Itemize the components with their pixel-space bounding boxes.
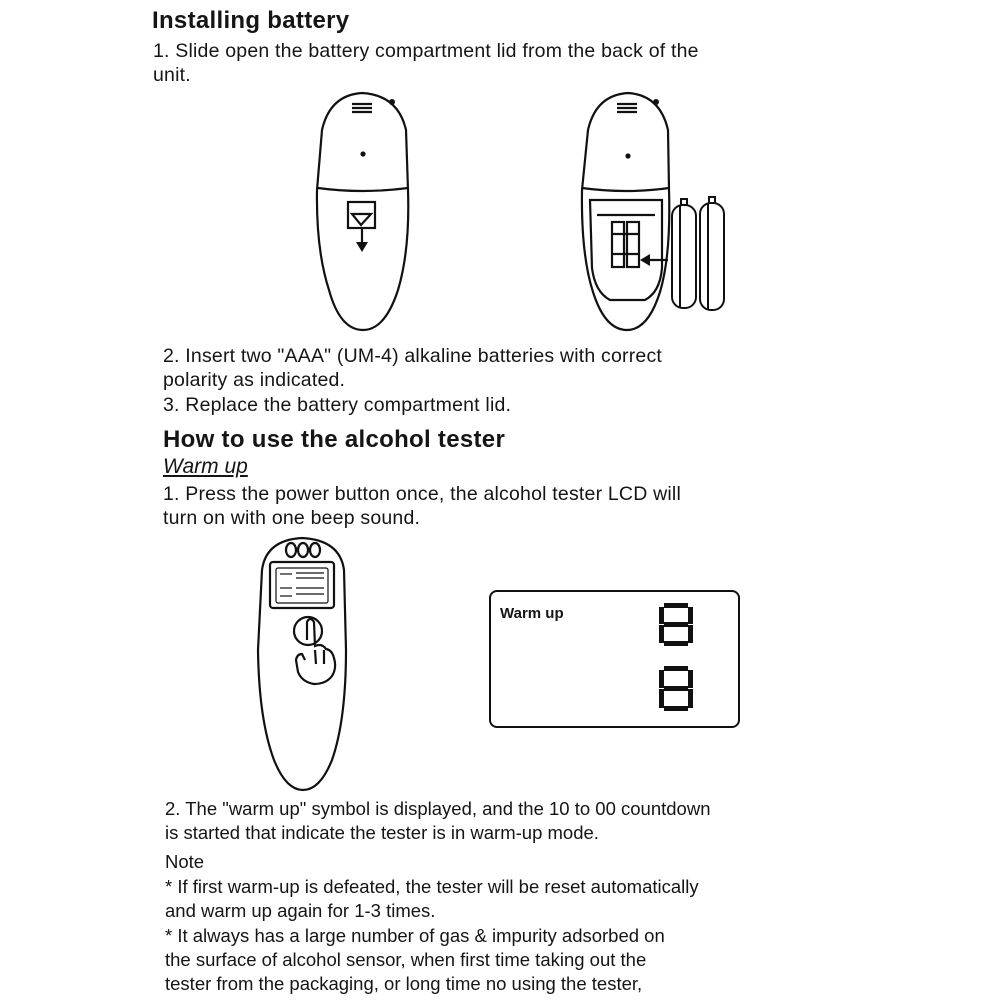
note-1-line-2: and warm up again for 1-3 times. (165, 900, 436, 921)
section-title-installing-battery: Installing battery (152, 7, 350, 34)
use-step-1-line-1: 1. Press the power button once, the alcohol tester LCD will (163, 483, 681, 505)
use-step-1-line-2: turn on with one beep sound. (163, 507, 421, 529)
section-title-how-to-use: How to use the alcohol tester (163, 426, 506, 453)
install-step-3: 3. Replace the battery compartment lid. (163, 394, 512, 416)
install-step-1-line-2: unit. (153, 64, 191, 86)
install-step-1-line-1: 1. Slide open the battery compartment lid from the back of the (153, 40, 699, 62)
use-step-2-line-2: is started that indicate the tester is in warm-up mode. (165, 822, 599, 843)
note-1-line-1: * If first warm-up is defeated, the tester will be reset automatically (165, 876, 699, 897)
note-2-line-2: the surface of alcohol sensor, when first time taking out the (165, 949, 647, 970)
install-step-2-line-2: polarity as indicated. (163, 369, 346, 391)
use-step-2-line-1: 2. The "warm up" symbol is displayed, and the 10 to 00 countdown (165, 798, 711, 819)
lcd-warm-up-label: Warm up (500, 605, 564, 622)
note-label: Note (165, 851, 205, 872)
note-2-line-1: * It always has a large number of gas & impurity adsorbed on (165, 925, 665, 946)
install-step-2-line-1: 2. Insert two "AAA" (UM-4) alkaline batteries with correct (163, 345, 663, 367)
note-2-line-3: tester from the packaging, or long time no using the tester, (165, 973, 643, 994)
subtitle-warm-up: Warm up (163, 455, 248, 478)
